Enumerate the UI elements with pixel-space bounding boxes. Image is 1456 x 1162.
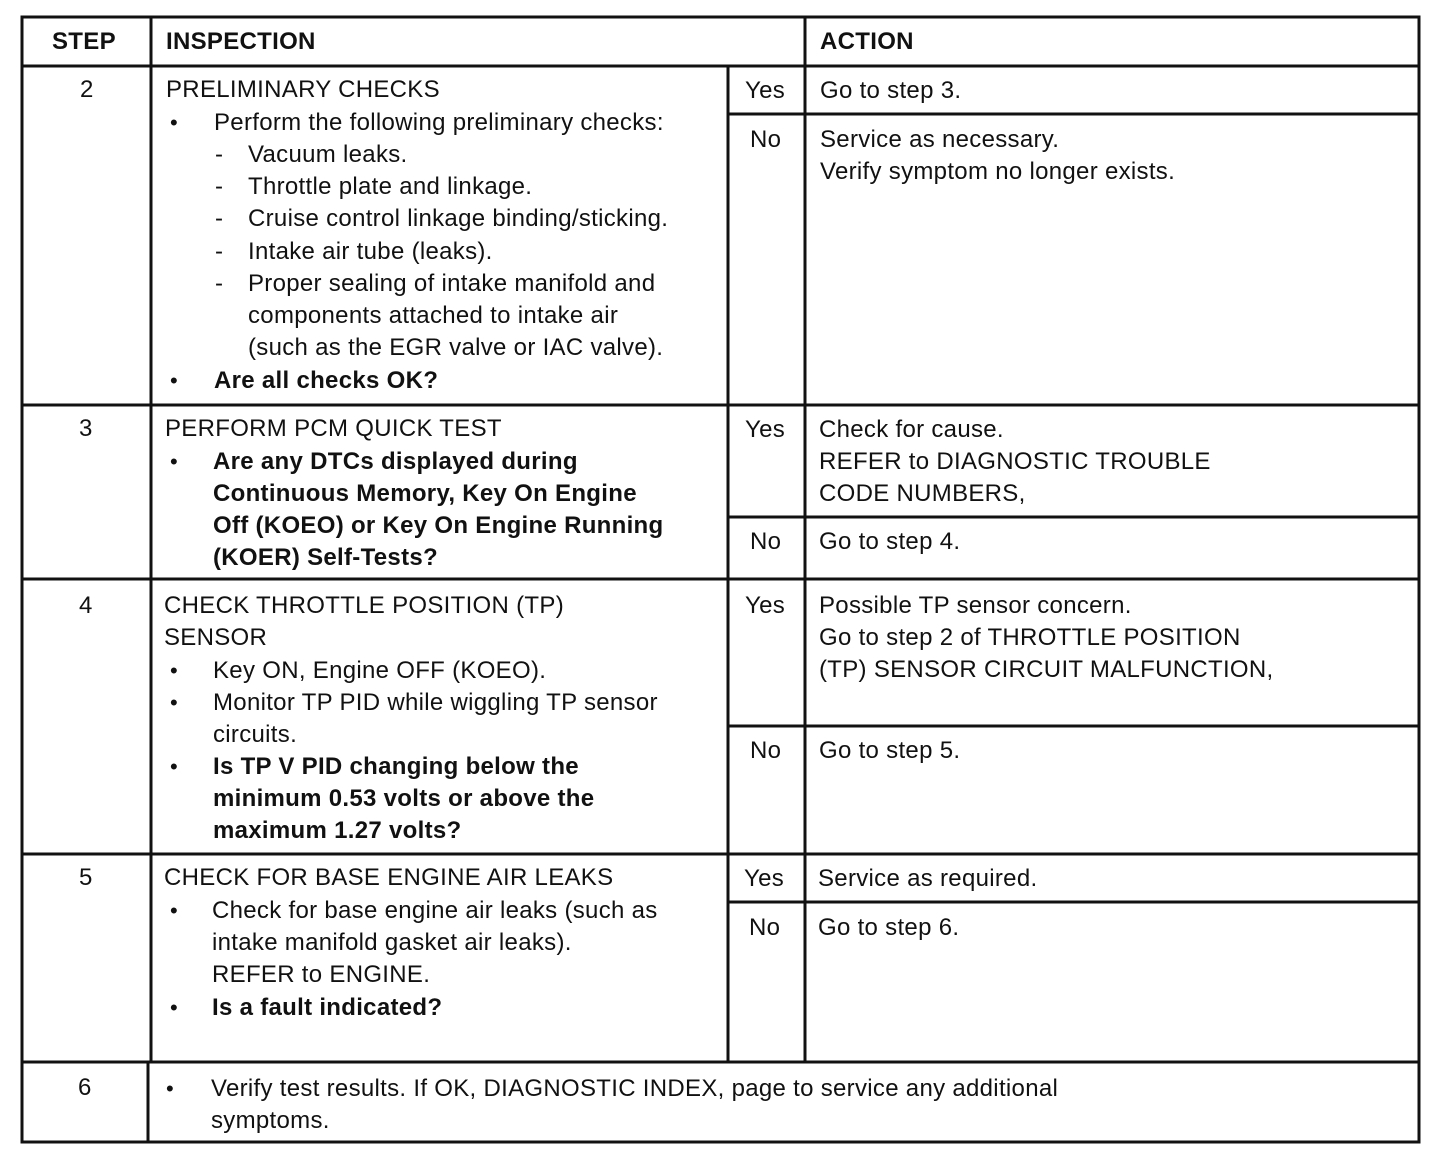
inspection-question: Are all checks OK?: [214, 367, 439, 394]
inspection-text: symptoms.: [211, 1107, 330, 1134]
answer-no: No: [750, 528, 782, 555]
inspection-bullet: circuits.: [213, 721, 298, 748]
inspection-title: SENSOR: [164, 624, 268, 651]
action-text: Go to step 2 of THROTTLE POSITION: [819, 624, 1241, 651]
answer-no: No: [750, 737, 782, 764]
inspection-bullet: Perform the following preliminary checks:: [214, 109, 664, 136]
inspection-question: Are any DTCs displayed during: [213, 448, 578, 475]
step-number: 2: [80, 76, 94, 103]
inspection-bullet: Key ON, Engine OFF (KOEO).: [213, 657, 547, 684]
inspection-title: CHECK THROTTLE POSITION (TP): [164, 592, 564, 619]
inspection-bullet: REFER to ENGINE.: [212, 961, 431, 988]
inspection-subitem: components attached to intake air: [248, 302, 619, 329]
action-text: Service as necessary.: [820, 126, 1060, 153]
answer-yes: Yes: [745, 416, 786, 443]
bullet-glyph: •: [170, 754, 178, 779]
answer-no: No: [749, 914, 781, 941]
inspection-subitem: Throttle plate and linkage.: [248, 173, 533, 200]
action-text: Go to step 3.: [820, 77, 962, 104]
bullet-glyph: •: [170, 110, 178, 135]
bullet-glyph: •: [170, 368, 178, 393]
dash-glyph: -: [215, 205, 223, 232]
dash-glyph: -: [215, 141, 223, 168]
inspection-question: minimum 0.53 volts or above the: [213, 785, 595, 812]
inspection-subitem: Vacuum leaks.: [248, 141, 408, 168]
action-text: Go to step 4.: [819, 528, 961, 555]
header-inspection: INSPECTION: [166, 28, 316, 55]
inspection-title: PERFORM PCM QUICK TEST: [165, 415, 502, 442]
inspection-subitem: Cruise control linkage binding/sticking.: [248, 205, 669, 232]
step-number: 6: [78, 1074, 92, 1101]
bullet-glyph: •: [170, 995, 178, 1020]
inspection-question: Is a fault indicated?: [212, 994, 443, 1021]
inspection-subitem: Intake air tube (leaks).: [248, 238, 493, 265]
inspection-question: Is TP V PID changing below the: [213, 753, 579, 780]
step-number: 5: [79, 864, 93, 891]
bullet-glyph: •: [166, 1076, 174, 1101]
action-text: Go to step 5.: [819, 737, 961, 764]
inspection-bullet: Monitor TP PID while wiggling TP sensor: [213, 689, 658, 716]
inspection-bullet: intake manifold gasket air leaks).: [212, 929, 572, 956]
step-number: 3: [79, 415, 93, 442]
header-action: ACTION: [820, 28, 914, 55]
bullet-glyph: •: [170, 898, 178, 923]
inspection-subitem: Proper sealing of intake manifold and: [248, 270, 656, 297]
inspection-text: Verify test results. If OK, DIAGNOSTIC INDEX, page to service any additional: [211, 1075, 1059, 1102]
inspection-subitem: (such as the EGR valve or IAC valve).: [248, 334, 664, 361]
step-number: 4: [79, 592, 93, 619]
answer-no: No: [750, 126, 782, 153]
bullet-glyph: •: [170, 690, 178, 715]
action-text: Go to step 6.: [818, 914, 960, 941]
inspection-question: Off (KOEO) or Key On Engine Running: [213, 512, 664, 539]
action-text: REFER to DIAGNOSTIC TROUBLE: [819, 448, 1211, 475]
dash-glyph: -: [215, 270, 223, 297]
answer-yes: Yes: [744, 865, 785, 892]
inspection-question: (KOER) Self-Tests?: [213, 544, 438, 571]
action-text: Possible TP sensor concern.: [819, 592, 1132, 619]
inspection-bullet: Check for base engine air leaks (such as: [212, 897, 658, 924]
inspection-title: CHECK FOR BASE ENGINE AIR LEAKS: [164, 864, 614, 891]
bullet-glyph: •: [170, 658, 178, 683]
inspection-question: maximum 1.27 volts?: [213, 817, 462, 844]
action-text: Check for cause.: [819, 416, 1004, 443]
dash-glyph: -: [215, 173, 223, 200]
action-text: Service as required.: [818, 865, 1038, 892]
action-text: Verify symptom no longer exists.: [820, 158, 1176, 185]
inspection-question: Continuous Memory, Key On Engine: [213, 480, 637, 507]
answer-yes: Yes: [745, 77, 786, 104]
action-text: (TP) SENSOR CIRCUIT MALFUNCTION,: [819, 656, 1274, 683]
action-text: CODE NUMBERS,: [819, 480, 1026, 507]
bullet-glyph: •: [170, 449, 178, 474]
header-step: STEP: [52, 28, 116, 55]
dash-glyph: -: [215, 238, 223, 265]
answer-yes: Yes: [745, 592, 786, 619]
inspection-title: PRELIMINARY CHECKS: [166, 76, 440, 103]
